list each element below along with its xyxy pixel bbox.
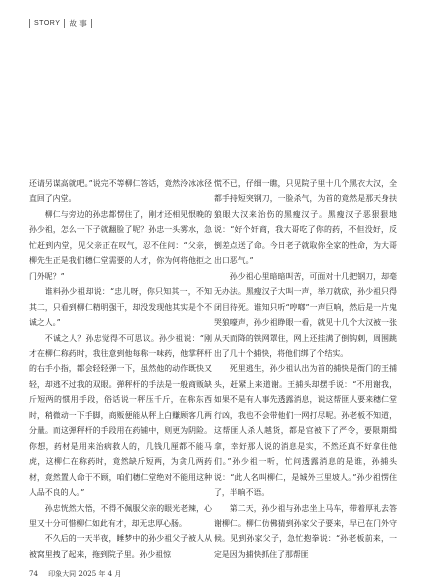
right-column — [214, 176, 397, 562]
header-divider — [29, 19, 30, 28]
section-label-cn: 故 事 — [69, 19, 87, 28]
left-column — [29, 176, 212, 562]
header-divider — [64, 19, 65, 28]
paragraph: 慌不已，仔细一瞧，只见院子里十几个黑衣大汉，全都手持短突钢刀，一脸杀气，为首的竟然是那天身扶狼眼大汉来治伤的黑瘦汉子。黑瘦汉子恶狠狠地说：“好个奸商，我大哥吃了你的药，不但没好，反倒差点送了命。今日老子就取你全家的性命，为大哥出口恶气。” — [214, 179, 397, 266]
page-number: 74 — [29, 570, 38, 578]
page-footer — [29, 569, 121, 579]
paragraph: 不诚之人？孙忠觉得不可思议。孙少祖说：“刚才在柳仁称药时，我往意到他每称一味药，他掌秤杆的右手小指，都会轻轻弹一下，虽然他的动作既快又轻，却逃不过我的双眼。弹秤杆的手法是一般商贩缺斤短两的惯用手段，俗话说一秤压千斤，在称东西时，稍微动一下手脚，商贩便能从秤上白赚顾客几两分量。而这弹秤杆的手段用在药铺中，则更为阴险。你想，药材是用来治病救人的，几钱几厘都不能马虎，这柳仁在称药时，竟然缺斤短两，为贪几两药材，竟然置人命于不顾，咱们穗仁堂绝对不能用这种人品不良的人。” — [29, 333, 212, 498]
paragraph: 谁料孙少祖却说：“忠儿呀，你只知其一，不知其二，只看到柳仁精明强干，却没发现他其实是个不诚之人。” — [29, 287, 212, 328]
paragraph: 还请另谋高就吧。”说完不等柳仁答话，竟然泠冰冰径直回了内堂。 — [29, 179, 212, 204]
paragraph: 第二天，孙少祖与孙忠坐上马车，带着厚礼去答谢柳仁。柳仁仿佛猜到孙家父子要来，早已在门外守候。见到孙家父子，急忙抱拳说：“孙老板前来，一定是因为捕快抓住了那帮匪 — [214, 503, 397, 559]
publication-info: 印象大同 2025 年 4 月 — [48, 570, 122, 578]
paragraph: 孙忠恍然大悟，不得不佩服父亲的眼光老辣，心里又十分可惜柳仁如此有才，却无忠厚心肠。 — [29, 503, 212, 528]
paragraph: 死里逃生，孙少祖认出为首的捕快是衙门的王捕头，赶紧上来道谢。王捕头却摆手说：“不用谢我，如果不是有人事先透露消息，说这帮匪人要来穗仁堂行凶，我也不会带他们一网打尽呢。孙老板不知道，这帮匪人杀人越货，都是官被下了严令，要限期缉拿，幸好那人说的消息是实，不然还真不好拿住他们。”孙少祖一听，忙问透露消息的是谁，孙捕头说：“此人名叫柳仁，是城外三里坡人。”孙少祖愣住了，半晌不语。 — [214, 364, 397, 498]
paragraph: 孙少祖心里暗暗叫苦，可面对十几把钢刀，却毫无办法。黑瘦汉子大叫一声，举刀就砍，孙少祖只得闭目待死。谁知只听“哼啷”一声巨响，然后是一片鬼哭狼嚎声，孙少祖睁眼一看，就见十几个大汉被一张从天而降的铁网罩住，网上还挂满了倒钩刺，周围跳出了几十个捕快，将他们绑了个结实。 — [214, 271, 397, 358]
header-divider — [91, 19, 92, 28]
paragraph: 不久后的一天半夜，睡梦中的孙少祖父子被人从被窝里拽了起来，拖到院子里。孙少祖惊 — [29, 534, 212, 559]
section-label-en: STORY — [34, 20, 61, 27]
paragraph: 柳仁与旁边的孙忠都愣住了，刚才还相见恨晚的孙少祖，怎么一下子就翻脸了呢？孙忠一头雾水，急忙赶到内堂，见父亲正在叹气，忍不住问：“父亲，柳先生正是我们穗仁堂需要的人才，你为何将他拒之门外呢？” — [29, 209, 212, 281]
section-header — [29, 18, 96, 29]
